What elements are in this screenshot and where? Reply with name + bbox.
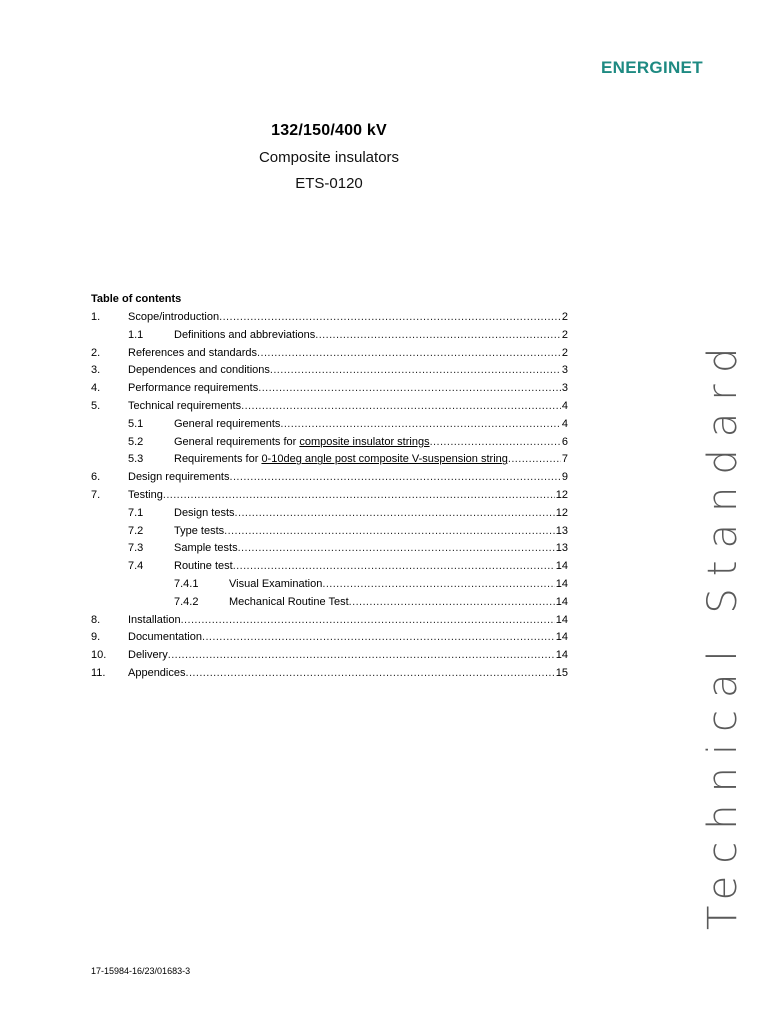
toc-entry-title-part: Documentation <box>128 631 202 644</box>
toc-entry[interactable] <box>91 469 568 487</box>
toc-entry-title-part: Requirements for <box>174 453 262 466</box>
toc-entry-page: 4 <box>561 399 568 412</box>
toc-entry-number: 7.4.2 <box>174 595 199 608</box>
toc-entry-line <box>128 469 568 487</box>
toc-entry-number: 6. <box>91 471 101 484</box>
toc-entry-page: 3 <box>561 364 568 377</box>
toc-entry-number: 5.3 <box>128 453 144 466</box>
technical-standard-side-label: Technical Standard <box>700 335 746 930</box>
toc-entry[interactable] <box>91 647 568 665</box>
toc-entry-title <box>128 612 181 630</box>
energinet-logo <box>601 56 713 78</box>
toc-entry-line <box>128 398 568 416</box>
toc-entry-title <box>128 469 230 487</box>
toc-entry-line <box>128 665 568 683</box>
toc-entry-number: 7.2 <box>128 524 144 537</box>
toc-entry-page: 4 <box>561 417 568 430</box>
toc-entry[interactable] <box>91 487 568 505</box>
toc-entry-number: 10. <box>91 649 107 662</box>
toc-dot-leader <box>224 523 555 541</box>
toc-entry-title <box>174 523 224 541</box>
toc-entry-title-link[interactable]: 0-10deg angle post composite V-suspension string <box>261 453 508 466</box>
toc-entry-page: 6 <box>561 435 568 448</box>
toc-entry[interactable] <box>91 434 568 452</box>
toc-entry-title <box>174 434 430 452</box>
toc-entry-page: 14 <box>555 631 568 644</box>
toc-entry-page: 9 <box>561 471 568 484</box>
toc-dot-leader <box>508 451 561 469</box>
toc-entry[interactable] <box>91 505 568 523</box>
toc-heading: Table of contents <box>91 293 182 305</box>
toc-entry[interactable] <box>91 362 568 380</box>
toc-entry-number: 11. <box>91 666 106 679</box>
toc-entry-page: 7 <box>561 453 568 466</box>
toc-entry-page: 15 <box>555 666 568 679</box>
toc-entry-line <box>229 594 568 612</box>
toc-dot-leader <box>202 629 555 647</box>
toc-entry-number: 5.2 <box>128 435 144 448</box>
toc-entry-title-part: References and standards <box>128 346 258 359</box>
toc-entry-title <box>174 558 233 576</box>
toc-entry-number: 2. <box>91 346 101 359</box>
toc-entry-line <box>128 309 568 327</box>
toc-entry-page: 2 <box>561 328 568 341</box>
toc-entry-page: 14 <box>555 649 568 662</box>
toc-entry-number: 7.1 <box>128 506 144 519</box>
toc-entry-title-part: Technical requirements <box>128 399 242 412</box>
toc-entry-line <box>174 505 568 523</box>
toc-entry-line <box>229 576 568 594</box>
toc-entry-title-part: Type tests <box>174 524 225 537</box>
toc-entry-number: 5.1 <box>128 417 144 430</box>
toc-dot-leader <box>322 576 554 594</box>
toc-dot-leader <box>233 558 555 576</box>
toc-dot-leader <box>235 505 555 523</box>
toc-entry-number: 9. <box>91 631 101 644</box>
toc-entry-title-part: Scope/introduction <box>128 311 220 323</box>
toc-entry[interactable] <box>91 416 568 434</box>
toc-dot-leader <box>270 362 561 380</box>
toc-entry-title-part: Sample tests <box>174 542 238 555</box>
toc-dot-leader <box>257 345 561 363</box>
toc-dot-leader <box>238 540 555 558</box>
toc-entry-line <box>174 540 568 558</box>
toc-dot-leader <box>219 309 561 327</box>
toc-entry[interactable] <box>91 558 568 576</box>
toc-entry-title-part: Visual Examination <box>229 577 323 590</box>
toc-entry[interactable] <box>91 451 568 469</box>
logo-text: ENERGINET <box>601 58 703 77</box>
toc-dot-leader <box>181 612 555 630</box>
toc-entry-title-part: Dependences and conditions <box>128 364 270 377</box>
toc-entry-title-part: Installation <box>128 613 181 626</box>
toc-entry-line <box>128 362 568 380</box>
toc-entry-page: 14 <box>555 577 568 590</box>
toc-entry-title <box>174 451 508 469</box>
voltage-title: 132/150/400 kV <box>271 122 387 139</box>
toc-entry[interactable] <box>91 665 568 683</box>
toc-entry-title <box>128 398 241 416</box>
toc-entry-number: 1.1 <box>128 328 144 341</box>
toc-entry-line <box>174 434 568 452</box>
toc-entry-title <box>128 380 258 398</box>
toc-entry-title-part: Delivery <box>128 649 168 662</box>
toc-entry-title <box>229 594 349 612</box>
toc-entry[interactable] <box>91 576 568 594</box>
toc-entry-title-part: Testing <box>128 488 163 501</box>
toc-entry-title <box>128 345 257 363</box>
toc-entry-page: 2 <box>561 346 568 359</box>
toc-entry-number: 7. <box>91 488 101 501</box>
toc-entry-number: 8. <box>91 613 101 626</box>
toc-entry[interactable] <box>91 523 568 541</box>
toc-entry-line <box>128 487 568 505</box>
toc-entry-page: 13 <box>555 524 568 537</box>
toc-entry-page: 13 <box>555 542 568 555</box>
toc-entry-title-link[interactable]: composite insulator strings <box>299 435 430 448</box>
toc-entry[interactable] <box>91 398 568 416</box>
toc-entry-line <box>174 523 568 541</box>
toc-entry-title-part: Routine test <box>174 560 233 573</box>
toc-entry-title-part: Design requirements <box>128 471 230 484</box>
toc-dot-leader <box>280 416 560 434</box>
toc-dot-leader <box>163 487 555 505</box>
toc-entry-line <box>174 558 568 576</box>
toc-dot-leader <box>168 647 555 665</box>
toc-entry-line <box>128 380 568 398</box>
toc-entry-number: 5. <box>91 399 101 412</box>
document-code: ETS-0120 <box>295 175 363 192</box>
toc-entry-title <box>174 540 238 558</box>
toc-entry[interactable] <box>91 309 568 327</box>
toc-entry-page: 12 <box>555 506 568 519</box>
toc-entry-title <box>128 629 202 647</box>
toc-dot-leader <box>186 665 555 683</box>
toc-entry[interactable] <box>91 629 568 647</box>
toc-entry-line <box>128 345 568 363</box>
toc-entry-number: 7.3 <box>128 542 144 555</box>
toc-entry-title-part: Appendices <box>128 666 186 679</box>
toc-entry-page: 14 <box>555 595 568 608</box>
toc-entry-number: 7.4.1 <box>174 577 199 590</box>
toc-entry-title-part: Mechanical Routine Test <box>229 595 349 608</box>
toc-entry-title-part: Design tests <box>174 506 235 519</box>
toc-entry[interactable] <box>91 594 568 612</box>
toc-entry-title <box>128 647 168 665</box>
toc-entry-line <box>128 647 568 665</box>
toc-entry-page: 2 <box>561 311 568 323</box>
toc-entry-number: 4. <box>91 382 101 395</box>
toc-entry-page: 14 <box>555 613 568 626</box>
toc-entry-title <box>128 665 186 683</box>
toc-entry[interactable] <box>91 345 568 363</box>
toc-entry[interactable] <box>91 612 568 630</box>
toc-entry-title-part: Performance requirements <box>128 382 259 395</box>
toc-entry-title <box>174 327 315 345</box>
toc-dot-leader <box>258 380 561 398</box>
toc-entry-number: 7.4 <box>128 560 144 573</box>
toc-dot-leader <box>241 398 561 416</box>
table-of-contents <box>91 291 568 683</box>
toc-entry-title <box>229 576 322 594</box>
toc-entry-page: 14 <box>555 560 568 573</box>
title-block <box>0 120 658 196</box>
toc-dot-leader <box>430 434 561 452</box>
toc-dot-leader <box>349 594 555 612</box>
toc-list <box>91 309 568 683</box>
toc-entry-page: 3 <box>561 382 568 395</box>
toc-entry-title <box>174 505 235 523</box>
toc-entry-title-part: General requirements for <box>174 435 300 448</box>
toc-entry[interactable] <box>91 380 568 398</box>
toc-entry-line <box>174 451 568 469</box>
toc-entry-page: 12 <box>555 488 568 501</box>
document-subject: Composite insulators <box>258 149 400 166</box>
toc-dot-leader <box>315 327 561 345</box>
toc-entry-line <box>174 416 568 434</box>
toc-entry[interactable] <box>91 327 568 345</box>
toc-entry-title <box>128 487 163 505</box>
toc-entry-line <box>128 612 568 630</box>
toc-entry-title <box>128 362 270 380</box>
toc-entry-title <box>174 416 280 434</box>
toc-entry-number: 1. <box>91 311 101 323</box>
toc-entry-line <box>128 629 568 647</box>
toc-dot-leader <box>230 469 561 487</box>
toc-entry-number: 3. <box>91 364 101 377</box>
toc-entry-title <box>128 309 219 327</box>
document-id: 17-15984-16/23/01683-3 <box>91 966 191 976</box>
toc-entry-title-part: General requirements <box>174 417 281 430</box>
toc-entry-title-part: Definitions and abbreviations <box>174 328 316 341</box>
toc-entry-line <box>174 327 568 345</box>
toc-entry[interactable] <box>91 540 568 558</box>
